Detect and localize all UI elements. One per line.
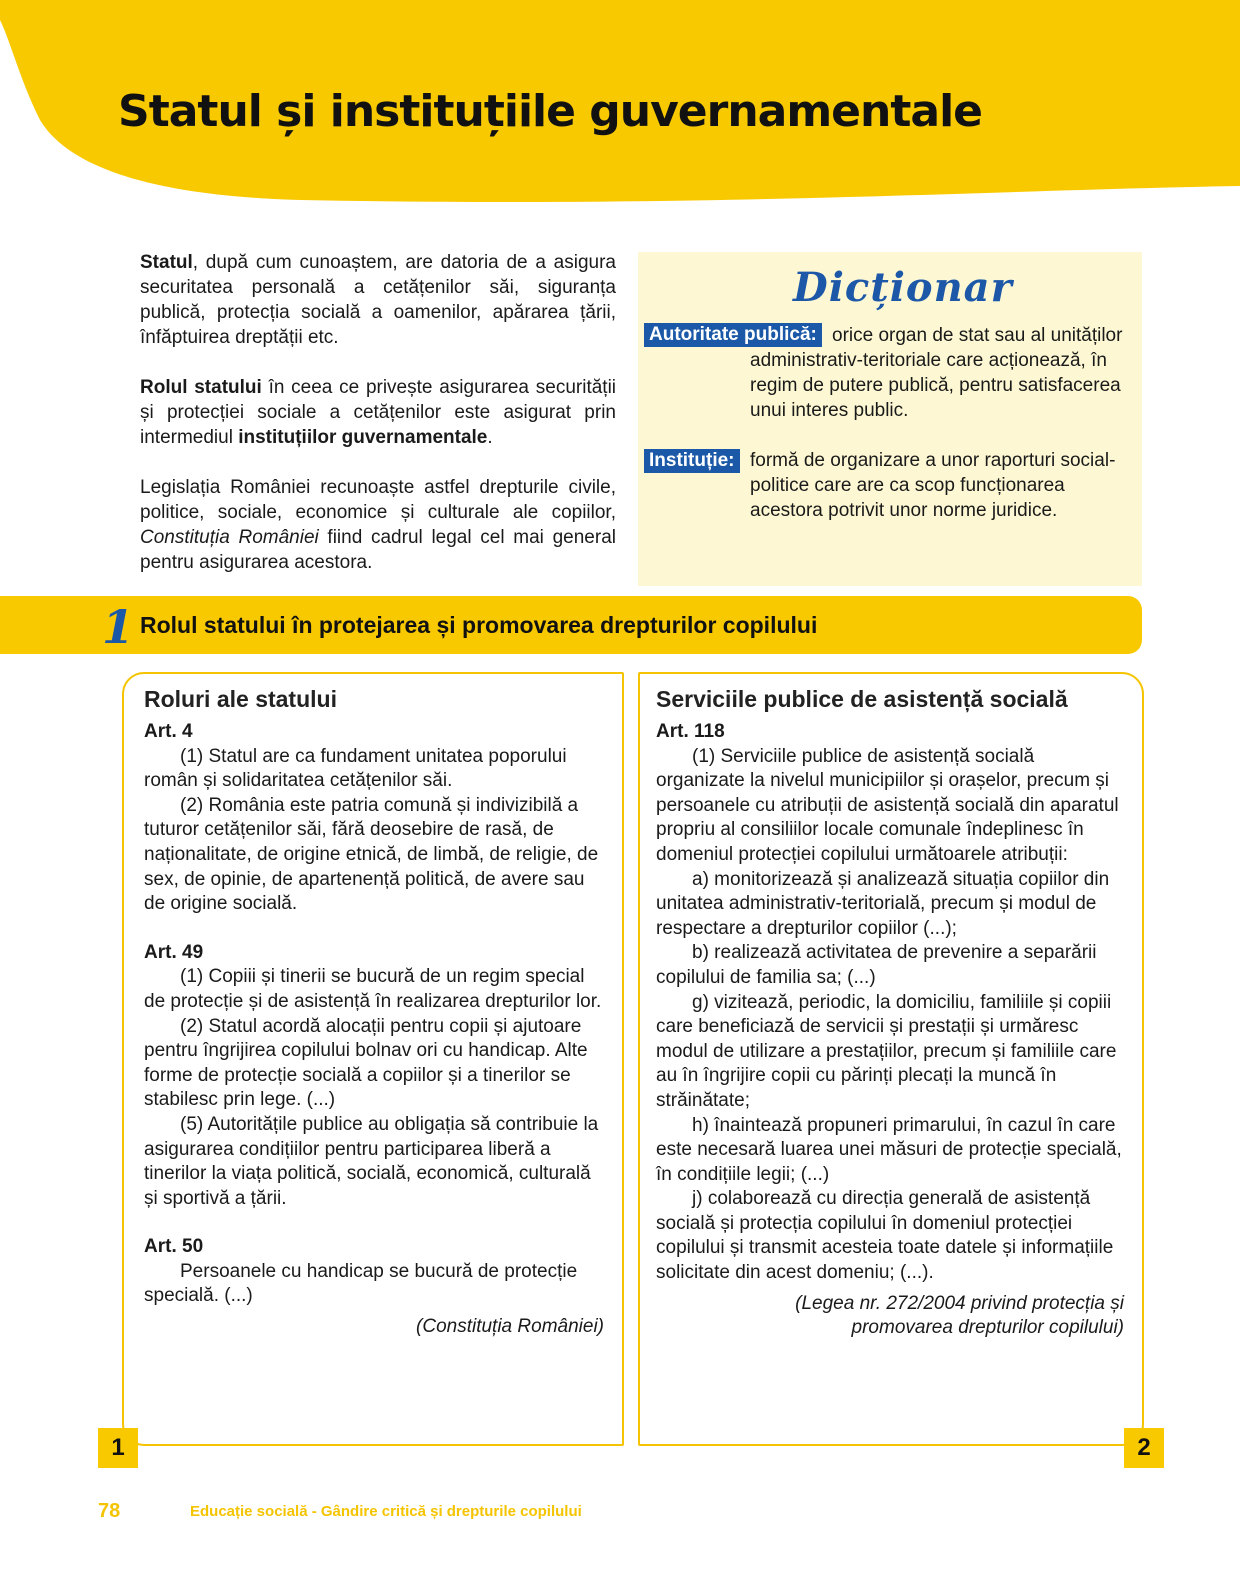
dictionary-definition-2: formă de organizare a unor raporturi social-politice care are ca scop funcționarea acestora potrivit unor norme juridice. (750, 450, 1116, 521)
dictionary-term: Autoritate publică: (644, 323, 822, 347)
article-paragraph: (1) Statul are ca fundament unitatea poporului român și solidaritatea cetățenilor săi. (144, 745, 567, 792)
source-citation: (Legea nr. 272/2004 privind protecția și promovarea drepturilor copilului) (795, 1292, 1124, 1339)
source-citation: (Constituția României) (416, 1316, 604, 1338)
article-paragraph: (1) Serviciile publice de asistență socială organizate la nivelul municipiilor și orașelor, precum și persoanele cu atribuții de asistență socială din aparatul propriu al consiliilor locale comunale îndeplinesc în domeniul protecției copilului următoarele atribuții: (656, 745, 1119, 865)
intro-text (140, 250, 616, 600)
article-heading: Art. 50 (144, 1236, 204, 1258)
panel-roles-of-state (122, 672, 624, 1446)
article-heading: Art. 49 (144, 941, 204, 963)
italic-term: Constituția României (140, 527, 319, 548)
article-paragraph: h) înaintează propuneri primarului, în cazul în care este necesară luarea unei măsuri de protecție specială, în condițiile legii; (...) (656, 1114, 1122, 1185)
article-heading: Art. 118 (656, 721, 725, 742)
bold-term: instituțiilor guvernamentale (238, 427, 488, 448)
article-paragraph: (5) Autoritățile publice au obligația să contribuie la asigurarea condițiilor pentru participarea liberă a tinerilor la viața politică, socială, economică, culturală și sportivă a țării. (144, 1113, 599, 1209)
page-number: 78 (98, 1500, 121, 1522)
text-span: . (487, 427, 493, 448)
panel-title: Serviciile publice de asistență socială (656, 686, 1068, 712)
page-title: Statul și instituțiile guvernamentale (118, 86, 982, 137)
article-paragraph: g) vizitează, periodic, la domiciliu, familiile și copiii care beneficiază de servicii și prestații și urmăresc modul de utilizare a prestațiilor, precum și familiile care au în îngrijire copii cu părinți plecați la muncă în străinătate; (656, 991, 1117, 1111)
panel-social-services (638, 672, 1144, 1446)
article-paragraph: Persoanele cu handicap se bucură de protecție specială. (...) (144, 1260, 578, 1307)
dictionary-term: Instituție: (644, 449, 740, 473)
article-paragraph: (2) România este patria comună și indivizibilă a tuturor cetățenilor săi, fără deosebire de rasă, de naționalitate, de origine etnică, de limbă, de religie, de sex, de opinie, de apartenență politică, de avere sau de origine socială. (144, 794, 599, 915)
article-paragraph: j) colaborează cu direcția generală de asistență socială și protecția copilului în domeniul protecției copilului și transmit acesteia toate datele și informațiile solicitate din acest domeniu; (...). (656, 1188, 1114, 1284)
article-paragraph: b) realizează activitatea de prevenire a separării copilului de familia sa; (...) (656, 942, 1097, 988)
article-paragraph: a) monitorizează și analizează situația copiilor din unitatea administrativ-teritorială, precum și modul de respectare a drepturilor copiilor (...); (656, 868, 1110, 939)
panel-badge-2: 2 (1124, 1428, 1164, 1468)
section-title: Rolul statului în protejarea și promovarea drepturilor copilului (140, 612, 818, 638)
dictionary-title: Dicționar (793, 264, 1013, 311)
dictionary-box (638, 252, 1142, 586)
article-heading: Art. 4 (144, 721, 193, 742)
dictionary-entry (644, 448, 740, 473)
article-paragraph: (1) Copiii și tinerii se bucură de un regim special de protecție și de asistență în realizarea drepturilor lor. (144, 966, 602, 1012)
book-title: Educație socială - Gândire critică și drepturile copilului (190, 1503, 582, 1520)
bold-term: Rolul statului (140, 377, 262, 398)
text-span: , după cum cunoaștem, are datoria de a asigura securitatea personală a cetățenilor săi, siguranța publică, protecția socială a oamenilor, apărarea țării, înfăptuirea dreptății etc. (140, 252, 616, 348)
dictionary-definition-1: orice organ de stat sau al unităților administrativ-teritoriale care acționează, în regim de putere publică, pentru satisfacerea unui interes public. (750, 325, 1123, 421)
article-paragraph: (2) Statul acordă alocații pentru copii și ajutoare pentru îngrijirea copilului bolnav ori cu handicap. Alte forme de protecție socială a copiilor și a tinerilor se stabilesc prin lege. (...) (144, 1015, 588, 1111)
bold-term: Statul (140, 252, 193, 273)
spacer (144, 917, 604, 941)
intro-paragraph-2 (140, 375, 616, 450)
panel-content (144, 684, 604, 1340)
intro-paragraph-1 (140, 250, 616, 350)
text-span: în ceea ce privește asigurarea securității și protecției sociale a cetățenilor este asigurat prin intermediul (140, 377, 617, 448)
panel-title: Roluri ale statului (144, 686, 337, 712)
text-span: fiind cadrul legal cel mai general pentru asigurarea acestora. (140, 527, 616, 573)
text-span: Legislația României recunoaște astfel drepturile civile, politice, sociale, economice și culturale ale copiilor, (140, 477, 616, 523)
panel-content (656, 684, 1124, 1341)
section-number: 1 (102, 600, 135, 654)
intro-paragraph-3 (140, 475, 616, 575)
panel-badge-1: 1 (98, 1428, 138, 1468)
spacer (144, 1211, 604, 1235)
